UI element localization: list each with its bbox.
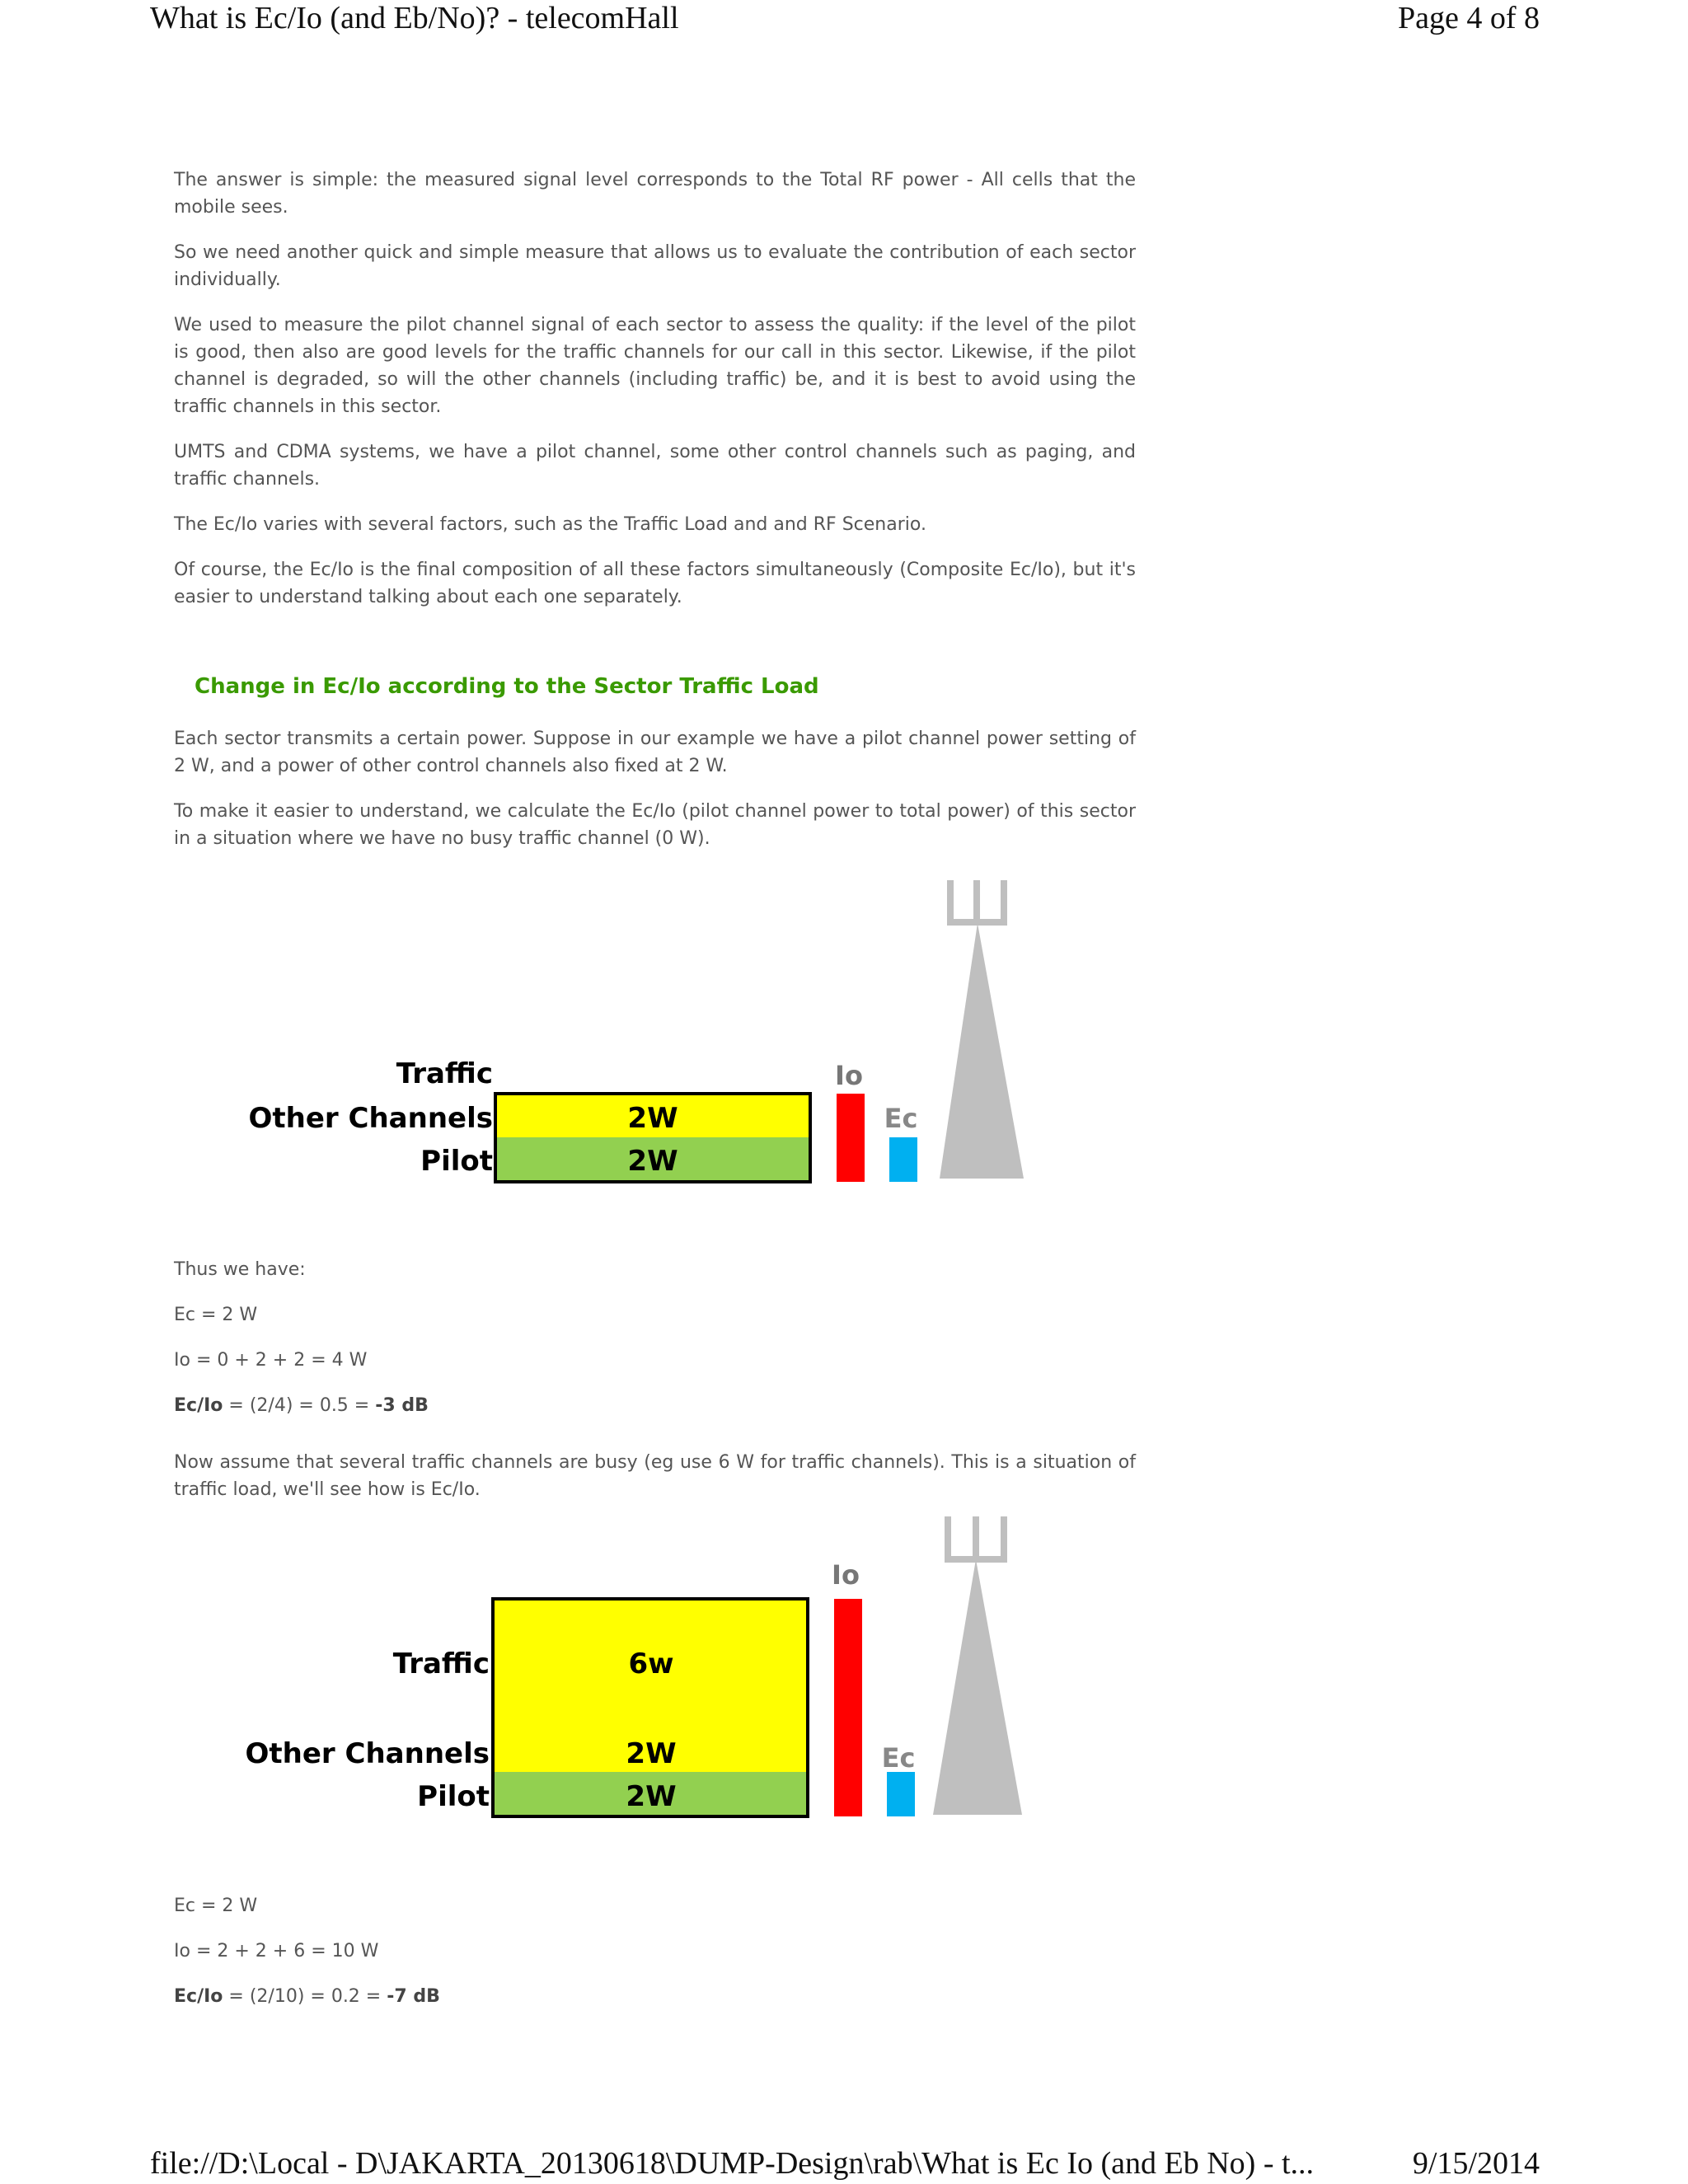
paragraph: UMTS and CDMA systems, we have a pilot channel, some other control channels such as paging, and traffic channels.: [174, 442, 1136, 490]
ec-bar: [887, 1772, 915, 1816]
paragraph: Each sector transmits a certain power. Suppose in our example we have a pilot channel power setting of 2 W, and a power of other control channels also fixed at 2 W.: [174, 729, 1136, 776]
ec-label: Ec: [884, 1103, 918, 1134]
other-channels-value: 2W: [627, 1102, 678, 1135]
calc-ec: Ec = 2 W: [174, 1305, 258, 1325]
traffic-label: Traffic: [392, 1647, 490, 1680]
paragraph: Of course, the Ec/Io is the final composition of all these factors simultaneously (Composite Ec/Io), but it's easier to understand talking about each one separately.: [174, 560, 1136, 607]
power-diagram-traffic-load: [0, 1508, 1688, 1830]
page-header-title: What is Ec/Io (and Eb/No)? - telecomHall: [150, 1, 679, 35]
print-date: 9/15/2014: [1412, 2146, 1540, 2181]
pilot-label: Pilot: [420, 1145, 493, 1178]
paragraph: We used to measure the pilot channel signal of each sector to assess the quality: if the level of the pilot is good, then also are good levels for the traffic channels for our call in this sector. Likewise, if the pilot channel is degraded, so will the other channels (including traffic) be, and it is best to avoid using the traffic channels in this sector.: [174, 315, 1136, 417]
ec-bar: [889, 1137, 917, 1182]
calc-io: Io = 2 + 2 + 6 = 10 W: [174, 1941, 379, 1961]
paragraph: So we need another quick and simple measure that allows us to evaluate the contribution of each sector individually.: [174, 242, 1136, 290]
paragraph: Now assume that several traffic channels are busy (eg use 6 W for traffic channels). This is a situation of traffic load, we'll see how is Ec/Io.: [174, 1452, 1136, 1500]
calc-ecio: Ec/Io = (2/10) = 0.2 = -7 dB: [174, 1986, 440, 2007]
file-path: file://D:\Local - D\JAKARTA_20130618\DUMP-Design\rab\What is Ec Io (and Eb No) - t...: [150, 2146, 1315, 2181]
calc-io: Io = 0 + 2 + 2 = 4 W: [174, 1350, 368, 1371]
other-channels-label: Other Channels: [245, 1737, 490, 1770]
io-label: Io: [835, 1060, 863, 1091]
traffic-value: 6w: [628, 1647, 674, 1680]
other-channels-label: Other Channels: [248, 1102, 493, 1135]
ec-label: Ec: [881, 1742, 916, 1774]
io-label: Io: [832, 1559, 860, 1591]
paragraph: The Ec/Io varies with several factors, such as the Traffic Load and and RF Scenario.: [174, 514, 926, 535]
pilot-value: 2W: [627, 1145, 678, 1178]
paragraph: To make it easier to understand, we calculate the Ec/Io (pilot channel power to total power) of this sector in a situation where we have no busy traffic channel (0 W).: [174, 801, 1136, 849]
page-number: Page 4 of 8: [1397, 1, 1540, 35]
calc-ecio: Ec/Io = (2/4) = 0.5 = -3 dB: [174, 1395, 429, 1416]
power-diagram-no-load: [0, 865, 1688, 1195]
io-bar: [837, 1094, 865, 1182]
io-bar: [834, 1599, 862, 1816]
other-channels-value: 2W: [626, 1737, 677, 1770]
paragraph: The answer is simple: the measured signal level corresponds to the Total RF power - All cells that the mobile sees.: [174, 170, 1136, 218]
calc-ec: Ec = 2 W: [174, 1896, 258, 1916]
section-heading: Change in Ec/Io according to the Sector Traffic Load: [195, 674, 819, 699]
calc-intro: Thus we have:: [174, 1259, 306, 1280]
pilot-label: Pilot: [417, 1780, 490, 1813]
traffic-label: Traffic: [396, 1057, 493, 1090]
tower-icon: [940, 880, 1024, 1179]
pilot-value: 2W: [626, 1780, 677, 1813]
tower-icon: [933, 1516, 1022, 1815]
